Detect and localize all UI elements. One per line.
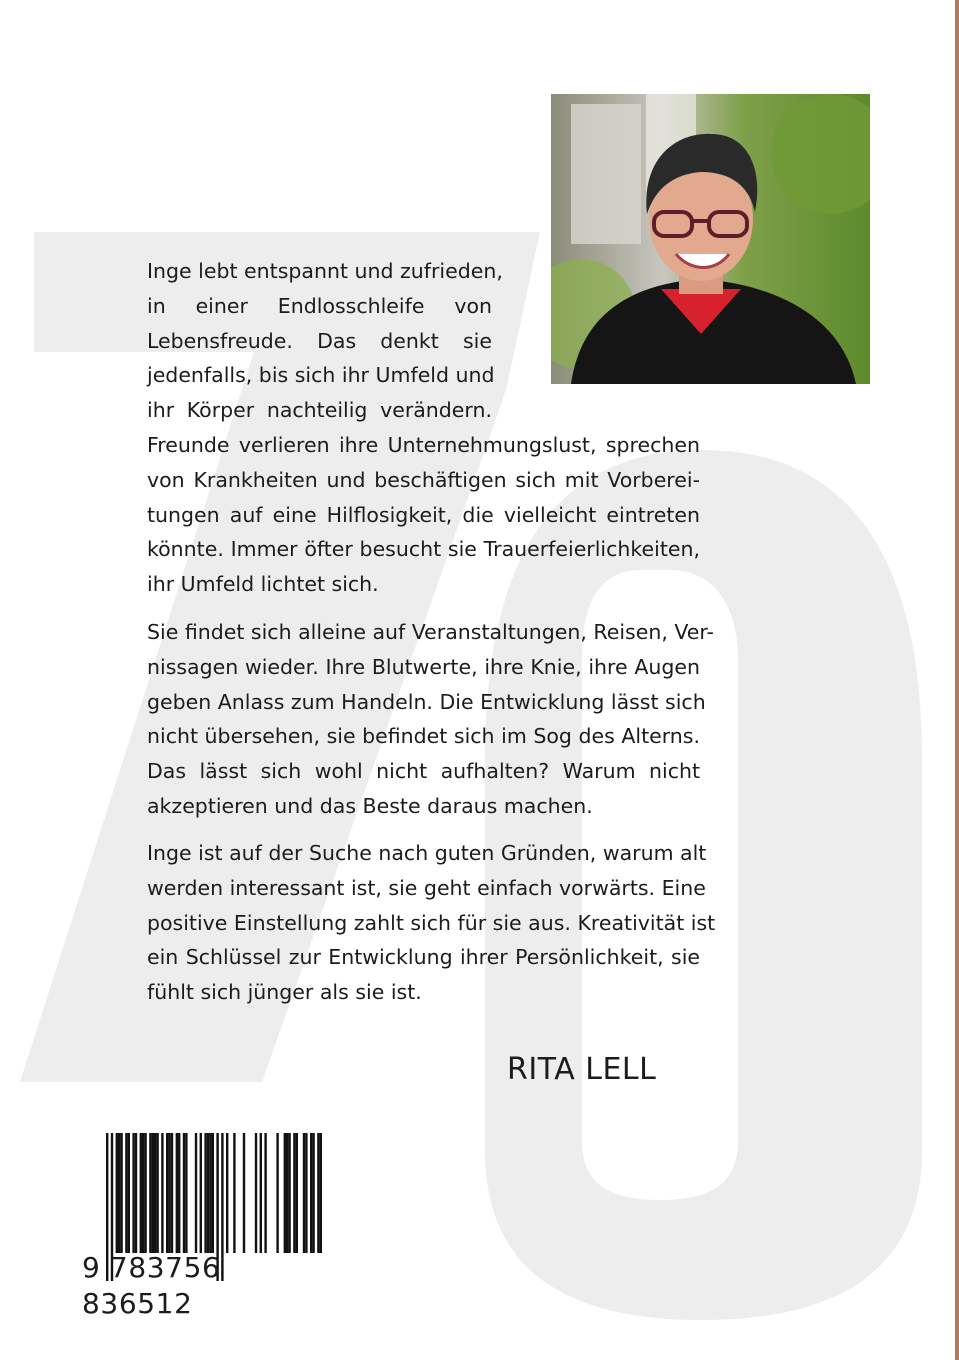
barcode-bar	[293, 1133, 295, 1253]
barcode-bar	[209, 1133, 211, 1253]
blurb-line: Lebensfreude. Das denkt sie	[147, 328, 492, 353]
barcode-bar	[233, 1133, 235, 1253]
blurb-line: nissagen wieder. Ihre Blutwerte, ihre Knie, ihre Augen	[147, 654, 700, 679]
barcode-bar	[176, 1133, 178, 1253]
blurb-line: nicht übersehen, sie befindet sich im Sog des Alterns.	[147, 724, 700, 749]
barcode-bar	[200, 1133, 202, 1253]
barcode-bar	[310, 1133, 312, 1253]
barcode-bar	[168, 1133, 170, 1253]
barcode-bar	[243, 1133, 245, 1253]
barcode-bar	[204, 1133, 206, 1253]
author-name: RITA LELL	[507, 1052, 657, 1087]
blurb-line: ihr Körper nachteilig verändern.	[147, 398, 492, 423]
blurb-line: in einer Endlosschleife von	[147, 293, 492, 318]
barcode-bar	[212, 1133, 214, 1253]
blurb-line: könnte. Immer öfter besucht sie Trauerfeierlichkeiten,	[147, 537, 700, 562]
barcode-bar	[161, 1133, 163, 1253]
barcode-bar	[284, 1133, 286, 1253]
barcode-bar	[288, 1133, 290, 1253]
blurb-line: positive Einstellung zahlt sich für sie aus. Kreativität ist	[147, 910, 716, 935]
barcode-bar	[118, 1133, 120, 1253]
barcode-bar	[144, 1133, 146, 1253]
barcode-bar	[116, 1133, 118, 1253]
blurb-line: Inge ist auf der Suche nach guten Gründen, warum alt	[147, 841, 707, 865]
barcode-bar	[286, 1133, 288, 1253]
isbn-number: 9 783756 836512	[82, 1251, 221, 1320]
barcode-bar	[140, 1133, 142, 1253]
blurb-line: Das lässt sich wohl nicht aufhalten? Warum nicht	[147, 759, 700, 784]
barcode-bar	[125, 1133, 127, 1253]
barcode-bar	[156, 1133, 158, 1253]
blurb-line: geben Anlass zum Handeln. Die Entwicklung lässt sich	[147, 689, 706, 714]
barcode-bar	[296, 1133, 298, 1253]
blurb-line: ein Schlüssel zur Entwicklung ihrer Persönlichkeit, sie	[147, 945, 700, 970]
barcode-bar	[149, 1133, 151, 1253]
barcode-bar	[255, 1133, 257, 1253]
barcode-bar	[317, 1133, 319, 1253]
blurb-line: Sie findet sich alleine auf Veranstaltungen, Reisen, Ver-	[147, 620, 714, 644]
barcode-bar	[303, 1133, 305, 1253]
barcode-bar	[226, 1133, 228, 1253]
barcode-bar	[320, 1133, 322, 1253]
barcode-bar	[305, 1133, 307, 1253]
barcode-bar	[276, 1133, 278, 1253]
blurb-line: werden interessant ist, sie geht einfach vorwärts. Eine	[147, 875, 706, 900]
blurb-line: akzeptieren und das Beste daraus machen.	[147, 793, 593, 818]
barcode-bar	[166, 1133, 168, 1253]
blurb-paragraph-2	[147, 615, 714, 824]
blurb-line: von Krankheiten und beschäftigen sich mit Vorberei-	[147, 467, 700, 492]
barcode-bar	[152, 1133, 154, 1253]
barcode-bar	[171, 1133, 173, 1253]
blurb-line: Inge lebt entspannt und zufrieden,	[147, 259, 503, 283]
barcode-bar	[178, 1133, 180, 1253]
blurb-line: jedenfalls, bis sich ihr Umfeld und	[147, 363, 495, 388]
barcode-bar	[260, 1133, 262, 1253]
barcode-bar	[128, 1133, 130, 1253]
barcode-bar	[264, 1133, 266, 1253]
barcode-bar	[312, 1133, 314, 1253]
blurb-paragraph-1	[147, 254, 700, 602]
barcode-bar	[132, 1133, 134, 1253]
barcode-bar	[120, 1133, 122, 1253]
barcode-bar	[185, 1133, 187, 1253]
blurb-line: fühlt sich jünger als sie ist.	[147, 980, 422, 1005]
blurb-paragraph-3	[147, 836, 716, 1010]
barcode-bar	[207, 1133, 209, 1253]
barcode-bar	[195, 1133, 197, 1253]
barcode-bar	[135, 1133, 137, 1253]
barcode-bar	[154, 1133, 156, 1253]
barcode-bar	[142, 1133, 144, 1253]
barcode-bar	[183, 1133, 185, 1253]
blurb-line: ihr Umfeld lichtet sich.	[147, 572, 379, 597]
blurb-line: Freunde verlieren ihre Unternehmungslust, sprechen	[147, 432, 700, 457]
blurb-line: tungen auf eine Hilflosigkeit, die vielleicht eintreten	[147, 502, 700, 527]
